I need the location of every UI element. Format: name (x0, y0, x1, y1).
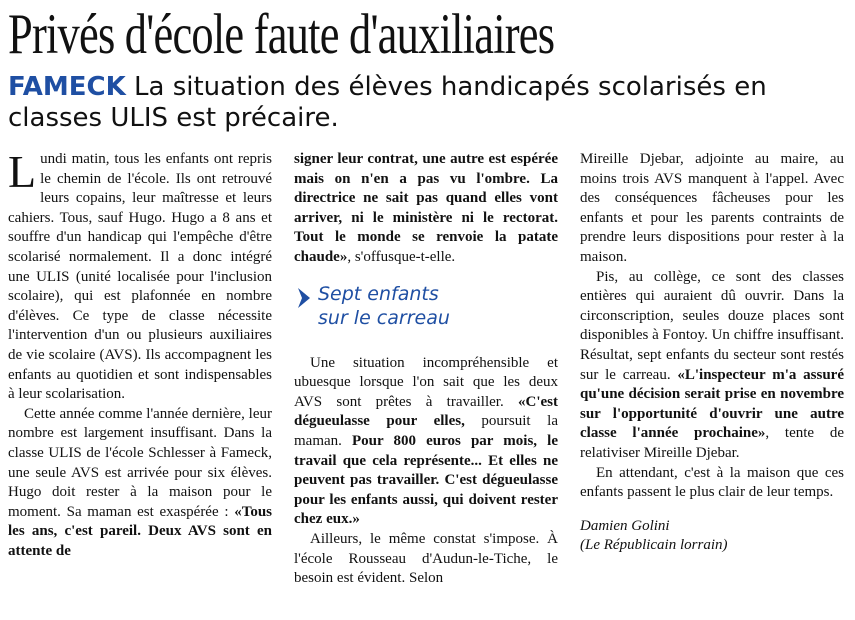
paragraph (8, 405, 272, 562)
article-column-2 (294, 150, 558, 589)
quote-bold: «Tous les ans, c'est pareil. Deux AVS sont en attente de (8, 503, 272, 559)
paragraph (580, 150, 844, 268)
article-column-1 (8, 146, 272, 561)
headline: Privés d'école faute d'auxiliaires (8, 3, 555, 66)
quote-bold: Pour 800 euros par mois, le travail que cela représente... Et elles ne peuvent pas travailler. C'est dégueulasse pour les enfants aussi, qui doivent rester chez eux.» (294, 432, 558, 528)
intertitle-line: Sept enfants (318, 282, 439, 305)
paragraph (294, 354, 558, 530)
quote-bold: «C'est dégueulasse pour elles, (294, 393, 558, 430)
quote-bold: «L'inspecteur m'a assuré qu'une décision serait prise en novembre sur l'opportunité d'ouvrir une autre classe l'année prochaine» (580, 366, 844, 442)
deck-kicker: FAMECK (8, 72, 126, 102)
paragraph-text: Mireille Djebar, adjointe au maire, au moins trois AVS manquent à l'appel. Avec des conséquences fâcheuses pour les enfants et pour les parents contraints de prendre leurs dispositions pour rester à la maison. (580, 151, 844, 265)
intertitle-line: sur le carreau (318, 306, 450, 329)
paragraph (580, 464, 844, 503)
paragraph (580, 268, 844, 464)
quote-bold: signer leur contrat, une autre est espérée mais on n'en a pas vu l'ombre. La directrice ne sait pas quand elles vont arriver, ni le ministère ni le rectorat. Tout le monde se renvoie la patate chaude» (294, 151, 558, 265)
paragraph-text: undi matin, tous les enfants ont repris le chemin de l'école. Ils ont retrouvé leurs copains, leur maîtresse et leurs cahiers. Tous, sauf Hugo. Hugo a 8 ans et souffre d'un handicap qui l'empêche d'être scolarisé normalement. Il a donc intégré une ULIS (unité localisée pour l'inclusion scolaire), qui est plafonnée en nombre d'élèves. Ce type de classe nécessite l'intervention d'un ou plusieurs auxiliaires de vie scolaire (AVS). Ils accompagnent les enfants au quotidien et sont indispensables à leur scolarisation. (8, 151, 272, 403)
paragraph (294, 530, 558, 589)
paragraph-text: , tente de relativiser Mireille Djebar. (580, 425, 845, 461)
publication-source: (Le Républicain lorrain) (580, 537, 728, 554)
byline (580, 517, 844, 556)
intertitle (294, 282, 558, 330)
paragraph-text: Ailleurs, le même constat s'impose. À l'école Rousseau d'Audun-le-Tiche, le besoin est évident. Selon (294, 530, 558, 587)
drop-cap: L (8, 146, 37, 197)
author-name: Damien Golini (580, 517, 670, 534)
paragraph-text: Une situation incompréhensible et ubuesque lorsque l'on sait que les deux AVS sont prêtes à travailler. (294, 354, 558, 410)
chevron-right-icon (296, 287, 312, 309)
deck-text: La situation des élèves handicapés scolarisés en classes ULIS est précaire. (8, 72, 767, 133)
paragraph-text: , s'offusque-t-elle. (347, 248, 456, 265)
intertitle-text (318, 282, 450, 330)
paragraph (294, 150, 558, 268)
paragraph-text: En attendant, c'est à la maison que ces enfants passent le plus clair de leur temps. (580, 464, 844, 501)
paragraph-text: Pis, au collège, ce sont des classes entières qui auraient dû ouvrir. Dans la circonscription, seules douze places sont disponibles à Fontoy. Un chiffre insuffisant. Résultat, sept enfants du secteur sont restés sur le carreau. (580, 268, 844, 383)
paragraph-text: poursuit la maman. (294, 413, 558, 449)
article-column-3 (580, 150, 844, 556)
deck (8, 72, 848, 134)
paragraph (8, 146, 272, 405)
paragraph-text: Cette année comme l'année dernière, leur nombre est largement insuffisant. Dans la classe ULIS de l'école Schlesser à Fameck, une seule AVS est arrivée pour six élèves. Hugo doit rester à la maison pour le moment. Sa maman est exaspérée : (8, 405, 272, 520)
